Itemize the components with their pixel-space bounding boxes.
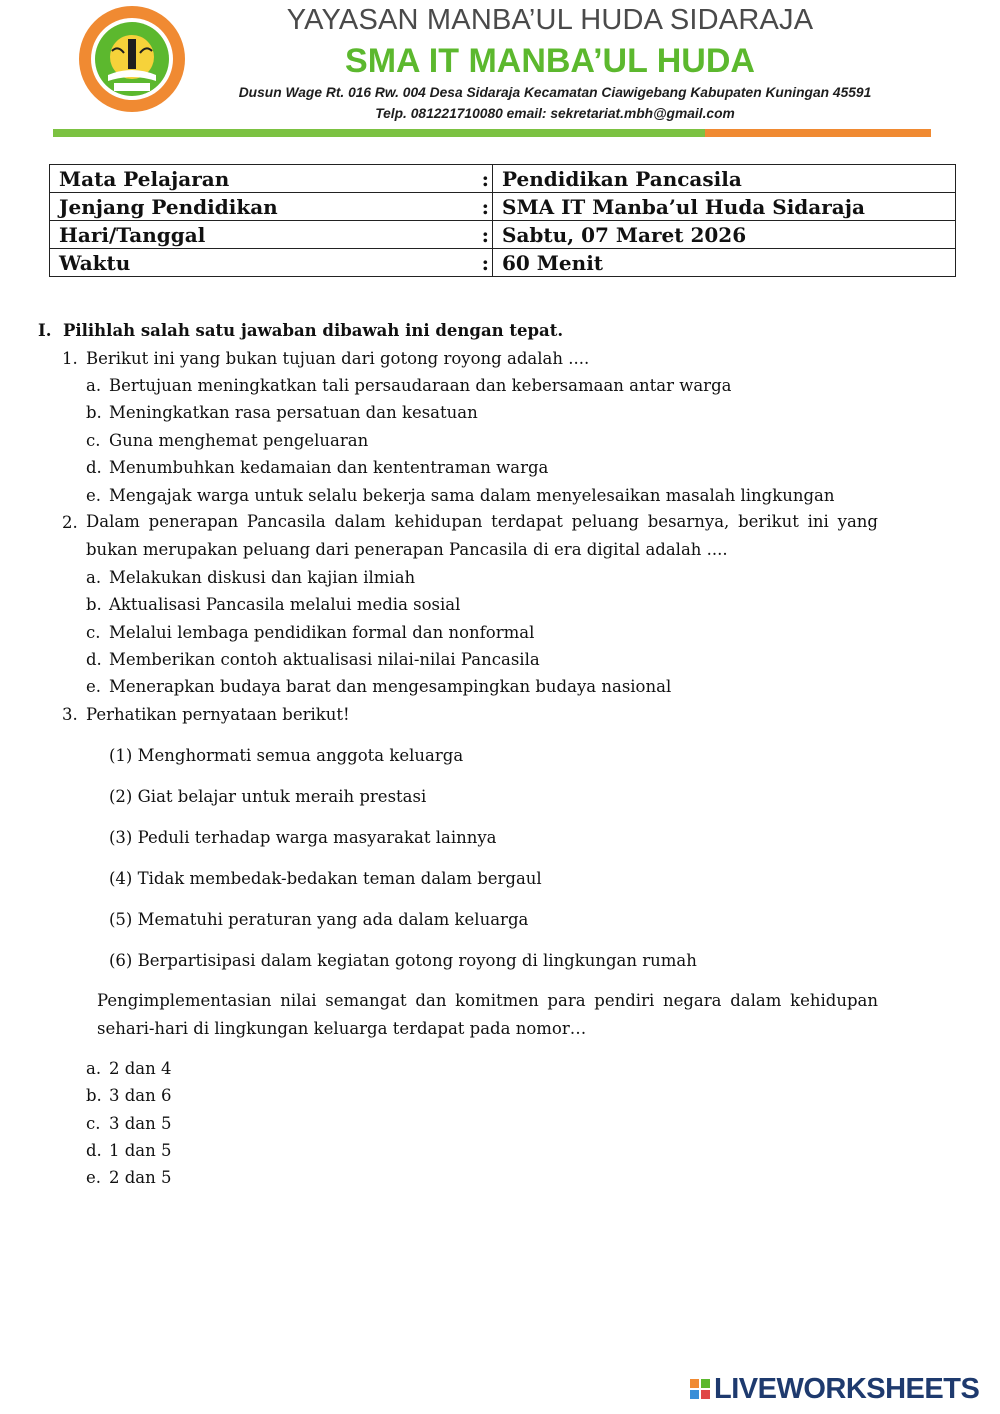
school-contact: Telp. 081221710080 email: sekretariat.mbh@gmail.com bbox=[375, 106, 735, 121]
info-value: Pendidikan Pancasila bbox=[493, 165, 956, 193]
header-bar-orange bbox=[705, 129, 931, 137]
option-text[interactable]: Bertujuan meningkatkan tali persaudaraan dan kebersamaan antar warga bbox=[109, 376, 732, 395]
option-text[interactable]: 1 dan 5 bbox=[109, 1141, 172, 1160]
option-letter[interactable]: a. bbox=[86, 1059, 102, 1078]
liveworksheets-brand: LIVEWORKSHEETS bbox=[714, 1372, 980, 1405]
logo-lettering: SEKOLAH MENENGAH ATAS ISLAM TERPADU · KUNINGAN · YAYASAN · MANBA'UL HUDA bbox=[78, 5, 126, 6]
option-letter[interactable]: b. bbox=[86, 595, 102, 614]
option-letter[interactable]: d. bbox=[86, 458, 102, 477]
info-value: SMA IT Manba’ul Huda Sidaraja bbox=[493, 193, 956, 221]
option-text[interactable]: Menumbuhkan kedamaian dan kententraman warga bbox=[109, 458, 549, 477]
option-letter[interactable]: e. bbox=[86, 486, 102, 505]
section-heading bbox=[38, 321, 563, 340]
option-letter[interactable]: e. bbox=[86, 1168, 102, 1187]
option-letter[interactable]: c. bbox=[86, 431, 101, 450]
school-name: SMA IT MANBA’UL HUDA bbox=[345, 42, 755, 80]
option-letter[interactable]: b. bbox=[86, 1086, 102, 1105]
question-3-text: Perhatikan pernyataan berikut! bbox=[86, 705, 350, 724]
school-address: Dusun Wage Rt. 016 Rw. 004 Desa Sidaraja Kecamatan Ciawigebang Kabupaten Kuningan 45591 bbox=[238, 85, 872, 100]
statement: (5) Mematuhi peraturan yang ada dalam keluarga bbox=[109, 910, 529, 929]
option-letter[interactable]: a. bbox=[86, 376, 102, 395]
section-title: Pilihlah salah satu jawaban dibawah ini dengan tepat. bbox=[62, 321, 564, 340]
option-letter[interactable]: d. bbox=[86, 1141, 102, 1160]
option-text[interactable]: Mengajak warga untuk selalu bekerja sama dalam menyelesaikan masalah lingkungan bbox=[109, 486, 835, 505]
info-key: Waktu bbox=[50, 249, 478, 277]
option-text[interactable]: Aktualisasi Pancasila melalui media sosial bbox=[109, 595, 461, 614]
letterhead bbox=[0, 0, 1000, 145]
info-key: Hari/Tanggal bbox=[50, 221, 478, 249]
option-text[interactable]: Meningkatkan rasa persatuan dan kesatuan bbox=[109, 403, 478, 422]
info-separator: : bbox=[477, 249, 493, 277]
statement: (4) Tidak membedak-bedakan teman dalam bergaul bbox=[109, 869, 542, 888]
option-text[interactable]: 3 dan 6 bbox=[109, 1086, 172, 1105]
option-letter[interactable]: e. bbox=[86, 677, 102, 696]
option-letter[interactable]: a. bbox=[86, 568, 102, 587]
school-logo bbox=[78, 5, 186, 113]
question-2-number: 2. bbox=[62, 513, 78, 532]
question-2-text: Dalam penerapan Pancasila dalam kehidupan terdapat peluang besarnya, berikut ini yang bukan merupakan peluang dari penerapan Pancasila di era digital adalah .... bbox=[86, 512, 878, 559]
info-row-level bbox=[50, 193, 956, 221]
option-letter[interactable]: c. bbox=[86, 623, 101, 642]
info-row-subject bbox=[50, 165, 956, 193]
question-3-prompt: Pengimplementasian nilai semangat dan komitmen para pendiri negara dalam kehidupan sehari-hari di lingkungan keluarga terdapat pada nomor… bbox=[97, 991, 878, 1038]
liveworksheets-logo[interactable] bbox=[690, 1374, 979, 1404]
info-row-time bbox=[50, 249, 956, 277]
foundation-name: YAYASAN MANBA’UL HUDA SIDARAJA bbox=[286, 4, 814, 36]
option-text[interactable]: Memberikan contoh aktualisasi nilai-nilai Pancasila bbox=[109, 650, 540, 669]
option-letter[interactable]: c. bbox=[86, 1114, 101, 1133]
info-separator: : bbox=[477, 165, 493, 193]
statement: (3) Peduli terhadap warga masyarakat lainnya bbox=[109, 828, 497, 847]
exam-info-table bbox=[49, 164, 956, 277]
option-text[interactable]: Guna menghemat pengeluaran bbox=[109, 431, 369, 450]
option-text[interactable]: Melakukan diskusi dan kajian ilmiah bbox=[109, 568, 416, 587]
option-text[interactable]: 2 dan 5 bbox=[109, 1168, 172, 1187]
question-1-number: 1. bbox=[62, 349, 78, 368]
option-text[interactable]: Menerapkan budaya barat dan mengesampingkan budaya nasional bbox=[109, 677, 672, 696]
liveworksheets-blocks-icon bbox=[690, 1379, 710, 1399]
info-key: Mata Pelajaran bbox=[50, 165, 478, 193]
info-separator: : bbox=[477, 221, 493, 249]
info-separator: : bbox=[477, 193, 493, 221]
option-text[interactable]: 2 dan 4 bbox=[109, 1059, 172, 1078]
section-label: I. bbox=[38, 321, 52, 340]
info-value: 60 Menit bbox=[493, 249, 956, 277]
statement: (2) Giat belajar untuk meraih prestasi bbox=[109, 787, 427, 806]
question-3-number: 3. bbox=[62, 705, 78, 724]
info-key: Jenjang Pendidikan bbox=[50, 193, 478, 221]
info-value: Sabtu, 07 Maret 2026 bbox=[493, 221, 956, 249]
option-letter[interactable]: b. bbox=[86, 403, 102, 422]
header-bar-green bbox=[53, 129, 705, 137]
statement: (6) Berpartisipasi dalam kegiatan gotong royong di lingkungan rumah bbox=[109, 951, 697, 970]
question-1-text: Berikut ini yang bukan tujuan dari gotong royong adalah .... bbox=[86, 349, 590, 368]
option-text[interactable]: Melalui lembaga pendidikan formal dan nonformal bbox=[109, 623, 535, 642]
option-text[interactable]: 3 dan 5 bbox=[109, 1114, 172, 1133]
info-row-date bbox=[50, 221, 956, 249]
statement: (1) Menghormati semua anggota keluarga bbox=[109, 746, 464, 765]
option-letter[interactable]: d. bbox=[86, 650, 102, 669]
